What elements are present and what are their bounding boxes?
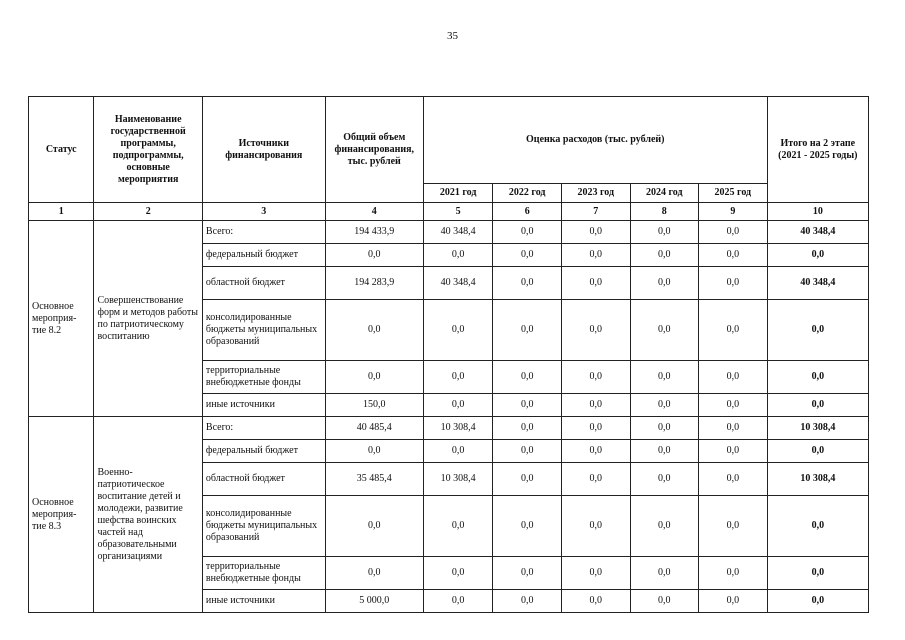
- funding-source: федеральный бюджет: [202, 244, 325, 267]
- stage-total-cell: 0,0: [767, 244, 868, 267]
- stage-total-cell: 0,0: [767, 590, 868, 613]
- stage-total-cell: 0,0: [767, 440, 868, 463]
- column-number: 6: [493, 203, 562, 221]
- year-value-cell: 0,0: [630, 496, 699, 557]
- header-name: Наименование государственной программы, подпрограммы, основные мероприятия: [94, 97, 202, 203]
- year-value-cell: 0,0: [561, 394, 630, 417]
- year-value-cell: 0,0: [561, 361, 630, 394]
- funding-source: иные источники: [202, 590, 325, 613]
- year-value-cell: 0,0: [699, 394, 768, 417]
- year-value-cell: 0,0: [423, 440, 493, 463]
- year-value-cell: 0,0: [561, 496, 630, 557]
- year-value-cell: 0,0: [630, 221, 699, 244]
- year-value-cell: 0,0: [699, 590, 768, 613]
- year-value-cell: 0,0: [561, 463, 630, 496]
- year-value-cell: 0,0: [493, 300, 562, 361]
- year-value-cell: 0,0: [493, 221, 562, 244]
- funding-source: иные источники: [202, 394, 325, 417]
- header-year: 2024 год: [630, 184, 699, 203]
- year-value-cell: 0,0: [630, 267, 699, 300]
- column-number: 10: [767, 203, 868, 221]
- total-volume-cell: 5 000,0: [325, 590, 423, 613]
- funding-source: консолидированные бюджеты муниципальных образований: [202, 300, 325, 361]
- total-volume-cell: 35 485,4: [325, 463, 423, 496]
- year-value-cell: 0,0: [699, 244, 768, 267]
- total-volume-cell: 0,0: [325, 557, 423, 590]
- header-year: 2025 год: [699, 184, 768, 203]
- year-value-cell: 0,0: [630, 557, 699, 590]
- measure-name: Военно-патриотическое воспитание детей и молодежи, развитие шефства воинских частей над образовательными организациями: [94, 417, 202, 613]
- year-value-cell: 0,0: [423, 557, 493, 590]
- funding-source: территориальные внебюджетные фонды: [202, 361, 325, 394]
- year-value-cell: 0,0: [423, 496, 493, 557]
- year-value-cell: 10 308,4: [423, 417, 493, 440]
- stage-total-cell: 40 348,4: [767, 267, 868, 300]
- header-year: 2023 год: [561, 184, 630, 203]
- year-value-cell: 0,0: [493, 590, 562, 613]
- year-value-cell: 0,0: [561, 440, 630, 463]
- column-number: 8: [630, 203, 699, 221]
- year-value-cell: 0,0: [561, 557, 630, 590]
- year-value-cell: 0,0: [630, 361, 699, 394]
- year-value-cell: 0,0: [493, 244, 562, 267]
- funding-source: территориальные внебюджетные фонды: [202, 557, 325, 590]
- column-number: 3: [202, 203, 325, 221]
- year-value-cell: 0,0: [699, 557, 768, 590]
- year-value-cell: 0,0: [699, 221, 768, 244]
- funding-source: федеральный бюджет: [202, 440, 325, 463]
- year-value-cell: 0,0: [630, 440, 699, 463]
- year-value-cell: 0,0: [493, 361, 562, 394]
- year-value-cell: 0,0: [699, 361, 768, 394]
- year-value-cell: 0,0: [561, 221, 630, 244]
- year-value-cell: 0,0: [493, 417, 562, 440]
- table-row: [29, 221, 869, 244]
- year-value-cell: 10 308,4: [423, 463, 493, 496]
- total-volume-cell: 0,0: [325, 440, 423, 463]
- header-estimate: Оценка расходов (тыс. рублей): [423, 97, 767, 184]
- header-year: 2021 год: [423, 184, 493, 203]
- header-year: 2022 год: [493, 184, 562, 203]
- total-volume-cell: 194 433,9: [325, 221, 423, 244]
- year-value-cell: 0,0: [561, 244, 630, 267]
- funding-source: областной бюджет: [202, 463, 325, 496]
- total-volume-cell: 150,0: [325, 394, 423, 417]
- budget-table: [28, 96, 869, 613]
- year-value-cell: 40 348,4: [423, 221, 493, 244]
- funding-source: Всего:: [202, 221, 325, 244]
- year-value-cell: 0,0: [493, 557, 562, 590]
- year-value-cell: 0,0: [493, 496, 562, 557]
- funding-source: областной бюджет: [202, 267, 325, 300]
- column-number: 2: [94, 203, 202, 221]
- year-value-cell: 0,0: [699, 300, 768, 361]
- header-stage-total: Итого на 2 этапе (2021 - 2025 годы): [767, 97, 868, 203]
- stage-total-cell: 0,0: [767, 557, 868, 590]
- measure-status: Основное мероприя-тие 8.2: [29, 221, 94, 417]
- table-body: [29, 221, 869, 613]
- year-value-cell: 0,0: [423, 361, 493, 394]
- funding-source: Всего:: [202, 417, 325, 440]
- year-value-cell: 0,0: [699, 267, 768, 300]
- year-value-cell: 0,0: [423, 244, 493, 267]
- stage-total-cell: 0,0: [767, 394, 868, 417]
- total-volume-cell: 40 485,4: [325, 417, 423, 440]
- year-value-cell: 0,0: [493, 267, 562, 300]
- year-value-cell: 40 348,4: [423, 267, 493, 300]
- column-number: 7: [561, 203, 630, 221]
- total-volume-cell: 0,0: [325, 300, 423, 361]
- year-value-cell: 0,0: [561, 590, 630, 613]
- year-value-cell: 0,0: [423, 590, 493, 613]
- column-number: 4: [325, 203, 423, 221]
- column-number: 9: [699, 203, 768, 221]
- column-number: 1: [29, 203, 94, 221]
- year-value-cell: 0,0: [493, 394, 562, 417]
- table-row: [29, 417, 869, 440]
- year-value-cell: 0,0: [423, 394, 493, 417]
- measure-status: Основное мероприя-тие 8.3: [29, 417, 94, 613]
- stage-total-cell: 0,0: [767, 361, 868, 394]
- year-value-cell: 0,0: [561, 300, 630, 361]
- year-value-cell: 0,0: [423, 300, 493, 361]
- total-volume-cell: 194 283,9: [325, 267, 423, 300]
- year-value-cell: 0,0: [630, 394, 699, 417]
- stage-total-cell: 0,0: [767, 496, 868, 557]
- year-value-cell: 0,0: [630, 244, 699, 267]
- header-total-volume: Общий объем финансирования, тыс. рублей: [325, 97, 423, 203]
- total-volume-cell: 0,0: [325, 244, 423, 267]
- year-value-cell: 0,0: [699, 496, 768, 557]
- total-volume-cell: 0,0: [325, 496, 423, 557]
- column-number: 5: [423, 203, 493, 221]
- measure-name: Совершенствование форм и методов работы по патриотическому воспитанию: [94, 221, 202, 417]
- year-value-cell: 0,0: [630, 590, 699, 613]
- year-value-cell: 0,0: [699, 463, 768, 496]
- page-number: 35: [447, 30, 458, 42]
- year-value-cell: 0,0: [699, 417, 768, 440]
- year-value-cell: 0,0: [561, 267, 630, 300]
- stage-total-cell: 0,0: [767, 300, 868, 361]
- year-value-cell: 0,0: [699, 440, 768, 463]
- year-value-cell: 0,0: [561, 417, 630, 440]
- header-status: Статус: [29, 97, 94, 203]
- year-value-cell: 0,0: [630, 463, 699, 496]
- header-sources: Источники финансирования: [202, 97, 325, 203]
- stage-total-cell: 40 348,4: [767, 221, 868, 244]
- year-value-cell: 0,0: [493, 440, 562, 463]
- year-value-cell: 0,0: [493, 463, 562, 496]
- year-value-cell: 0,0: [630, 417, 699, 440]
- stage-total-cell: 10 308,4: [767, 463, 868, 496]
- year-value-cell: 0,0: [630, 300, 699, 361]
- stage-total-cell: 10 308,4: [767, 417, 868, 440]
- funding-source: консолидированные бюджеты муниципальных образований: [202, 496, 325, 557]
- total-volume-cell: 0,0: [325, 361, 423, 394]
